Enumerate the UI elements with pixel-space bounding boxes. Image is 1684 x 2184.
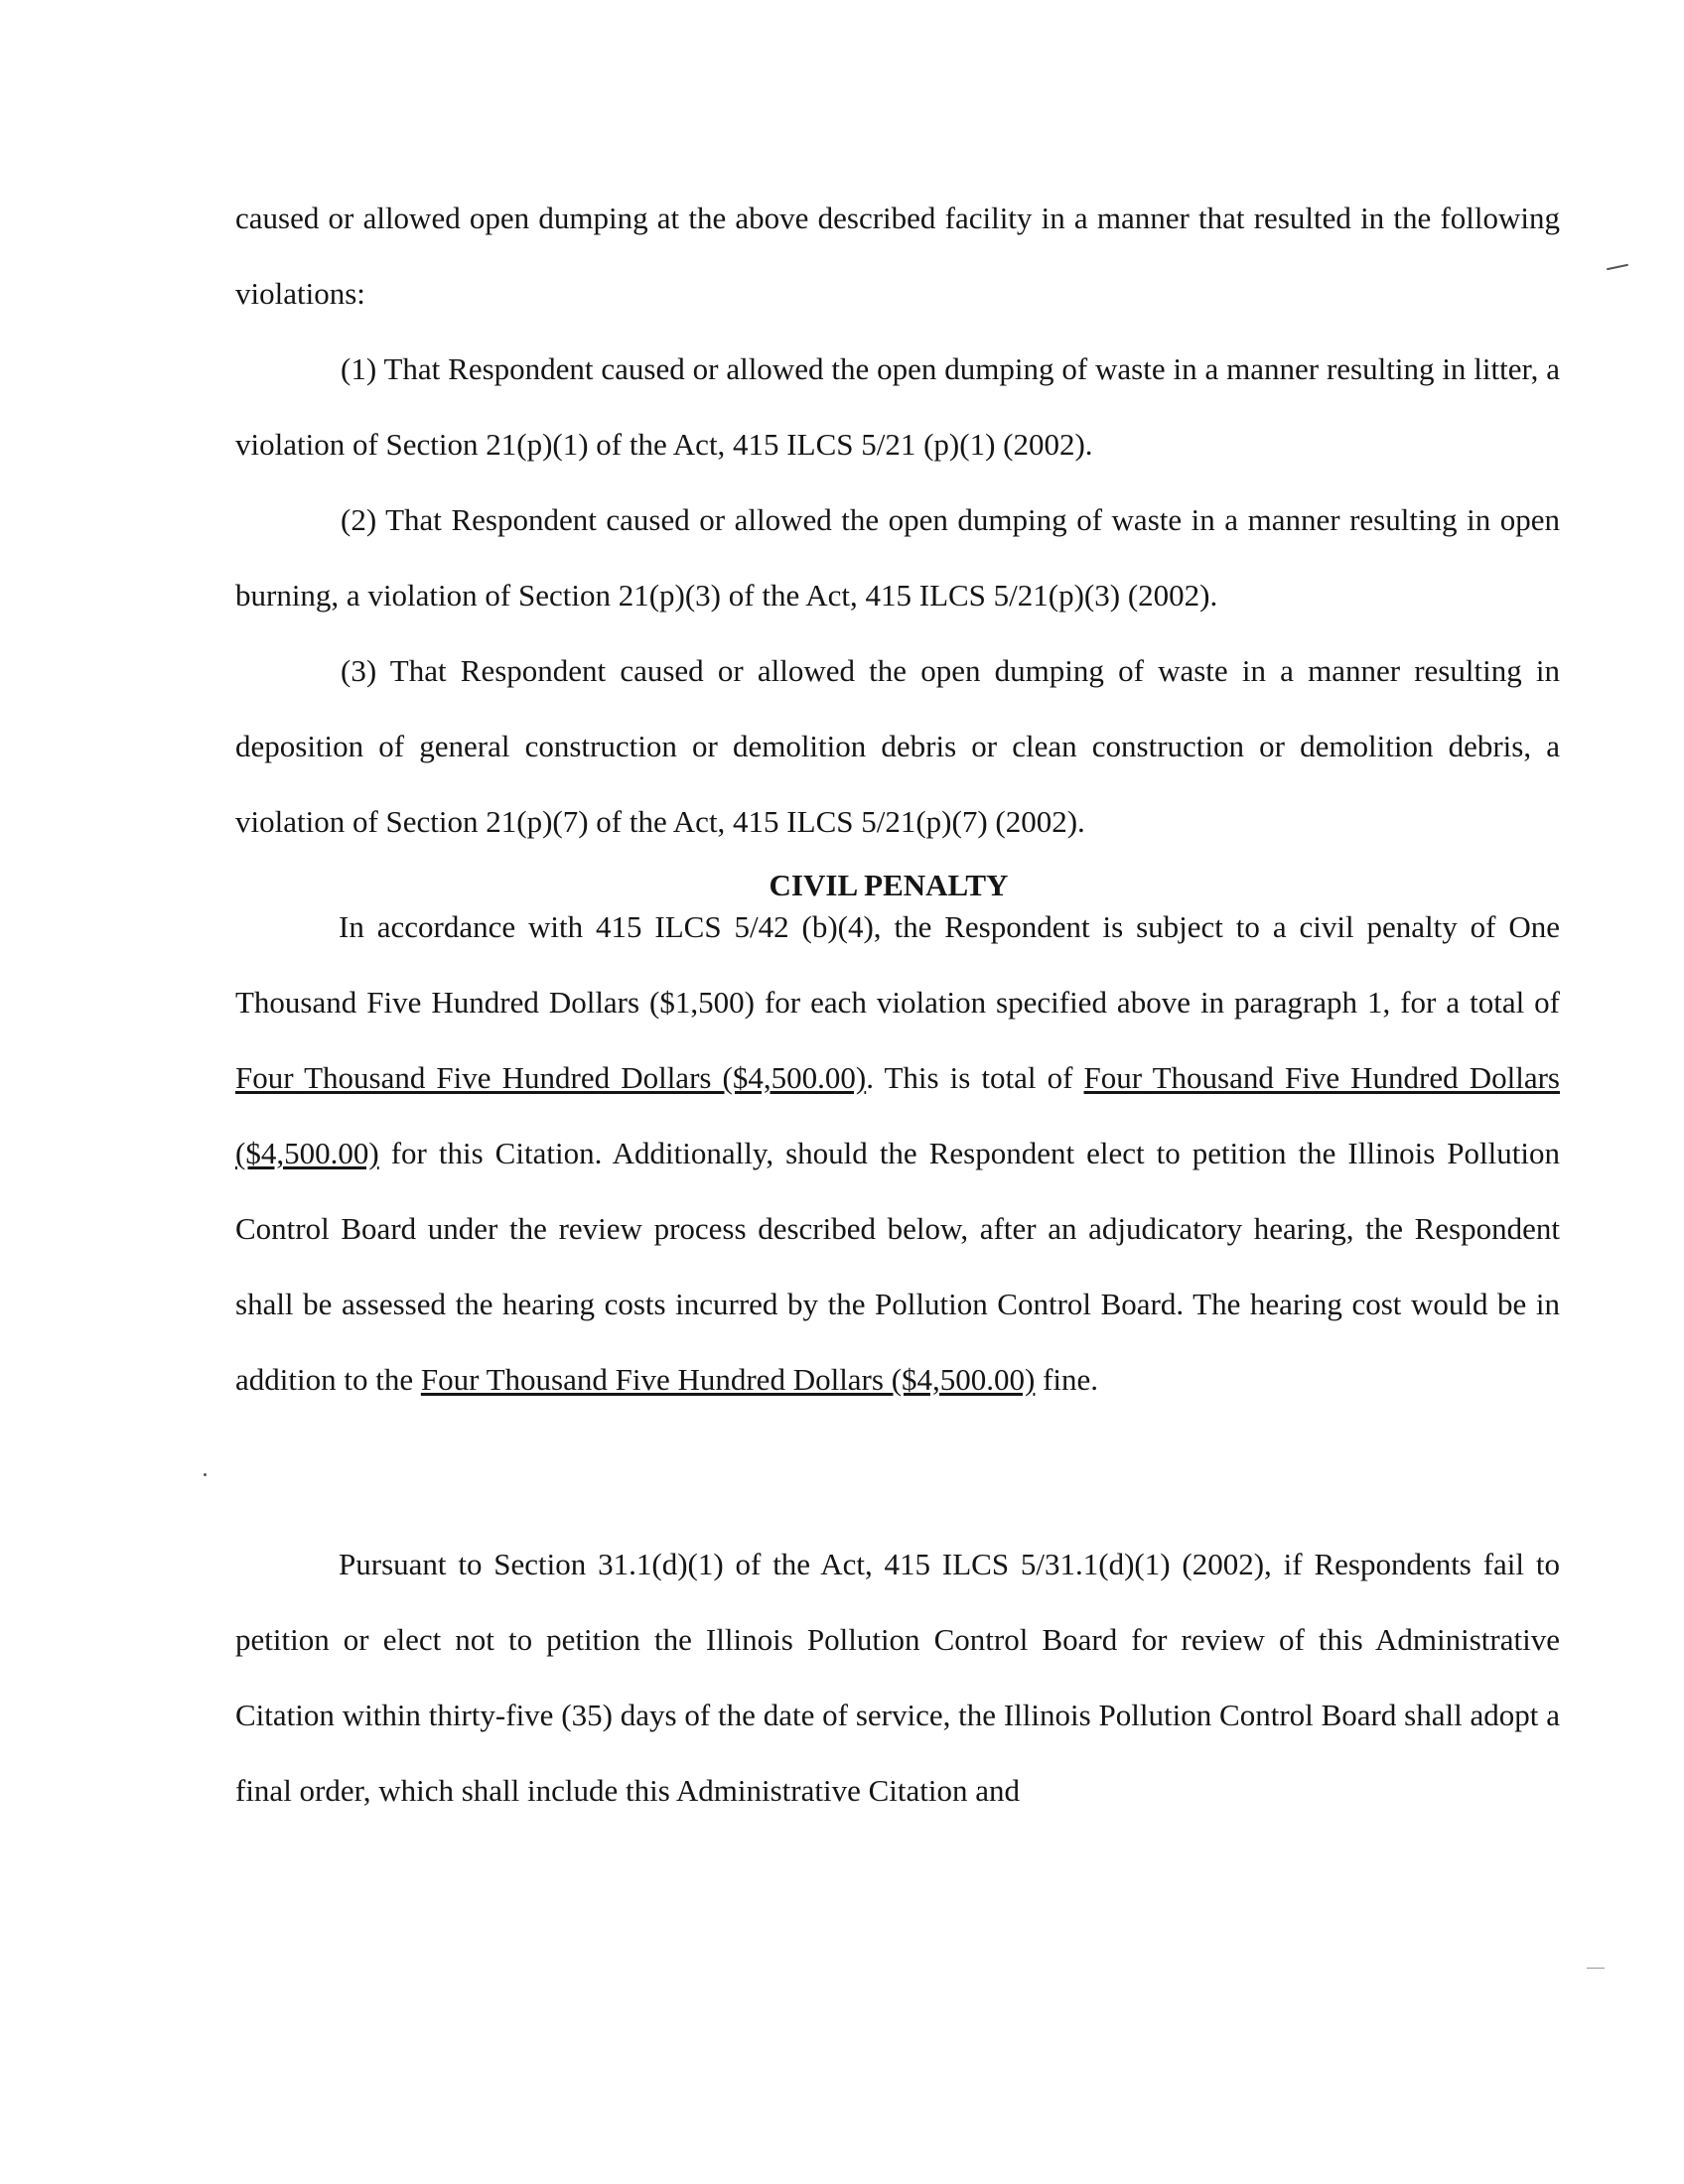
scan-mark: [1607, 264, 1628, 271]
violations-list: [235, 332, 1560, 860]
penalty-text: for this Citation. Additionally, should the Respondent elect to petition the Illinois Pollution Control Board under the review process described below, after an adjudicatory hearing, the Respondent shall be assessed the hearing costs incurred by the Pollution Control Board. The hearing cost would be in addition to the: [235, 1136, 1560, 1397]
section-heading: CIVIL PENALTY: [769, 868, 1009, 902]
underlined-amount: Four Thousand Five Hundred Dollars ($4,500.00): [420, 1362, 1036, 1397]
civil-penalty-paragraph: [235, 889, 1560, 1418]
scan-mark: [204, 1473, 207, 1476]
violation-item: (1) That Respondent caused or allowed the open dumping of waste in a manner resulting in litter, a violation of Section 21(p)(1) of the Act, 415 ILCS 5/21 (p)(1) (2002).: [235, 351, 1560, 462]
scan-mark: [1587, 1968, 1605, 1969]
underlined-amount: Four Thousand Five Hundred Dollars ($4,500.00): [235, 1060, 1560, 1170]
penalty-text: fine.: [1043, 1362, 1099, 1397]
pursuant-paragraph: [235, 1527, 1560, 1829]
pursuant-text: Pursuant to Section 31.1(d)(1) of the Act, 415 ILCS 5/31.1(d)(1) (2002), if Respondents fail to petition or elect not to petition the Illinois Pollution Control Board for review of this Administrative Citation within thirty-five (35) days of the date of service, the Illinois Pollution Control Board shall adopt a final order, which shall include this Administrative Citation and: [235, 1547, 1560, 1808]
violation-item: (3) That Respondent caused or allowed the open dumping of waste in a manner resulting in deposition of general construction or demolition debris or clean construction or demolition debris, a violation of Section 21(p)(7) of the Act, 415 ILCS 5/21(p)(7) (2002).: [235, 653, 1560, 839]
penalty-text: . This is total of: [866, 1060, 1073, 1095]
underlined-amount: Four Thousand Five Hundred Dollars ($4,500.00): [235, 1060, 867, 1095]
penalty-text: In accordance with 415 ILCS 5/42 (b)(4), the Respondent is subject to a civil penalty of One Thousand Five Hundred Dollars ($1,500) for each violation specified above in paragraph 1, for a total of: [235, 909, 1560, 1020]
violation-item: (2) That Respondent caused or allowed the open dumping of waste in a manner resulting in open burning, a violation of Section 21(p)(3) of the Act, 415 ILCS 5/21(p)(3) (2002).: [235, 502, 1560, 613]
intro-paragraph: caused or allowed open dumping at the above described facility in a manner that resulted in the following violations:: [235, 201, 1560, 311]
